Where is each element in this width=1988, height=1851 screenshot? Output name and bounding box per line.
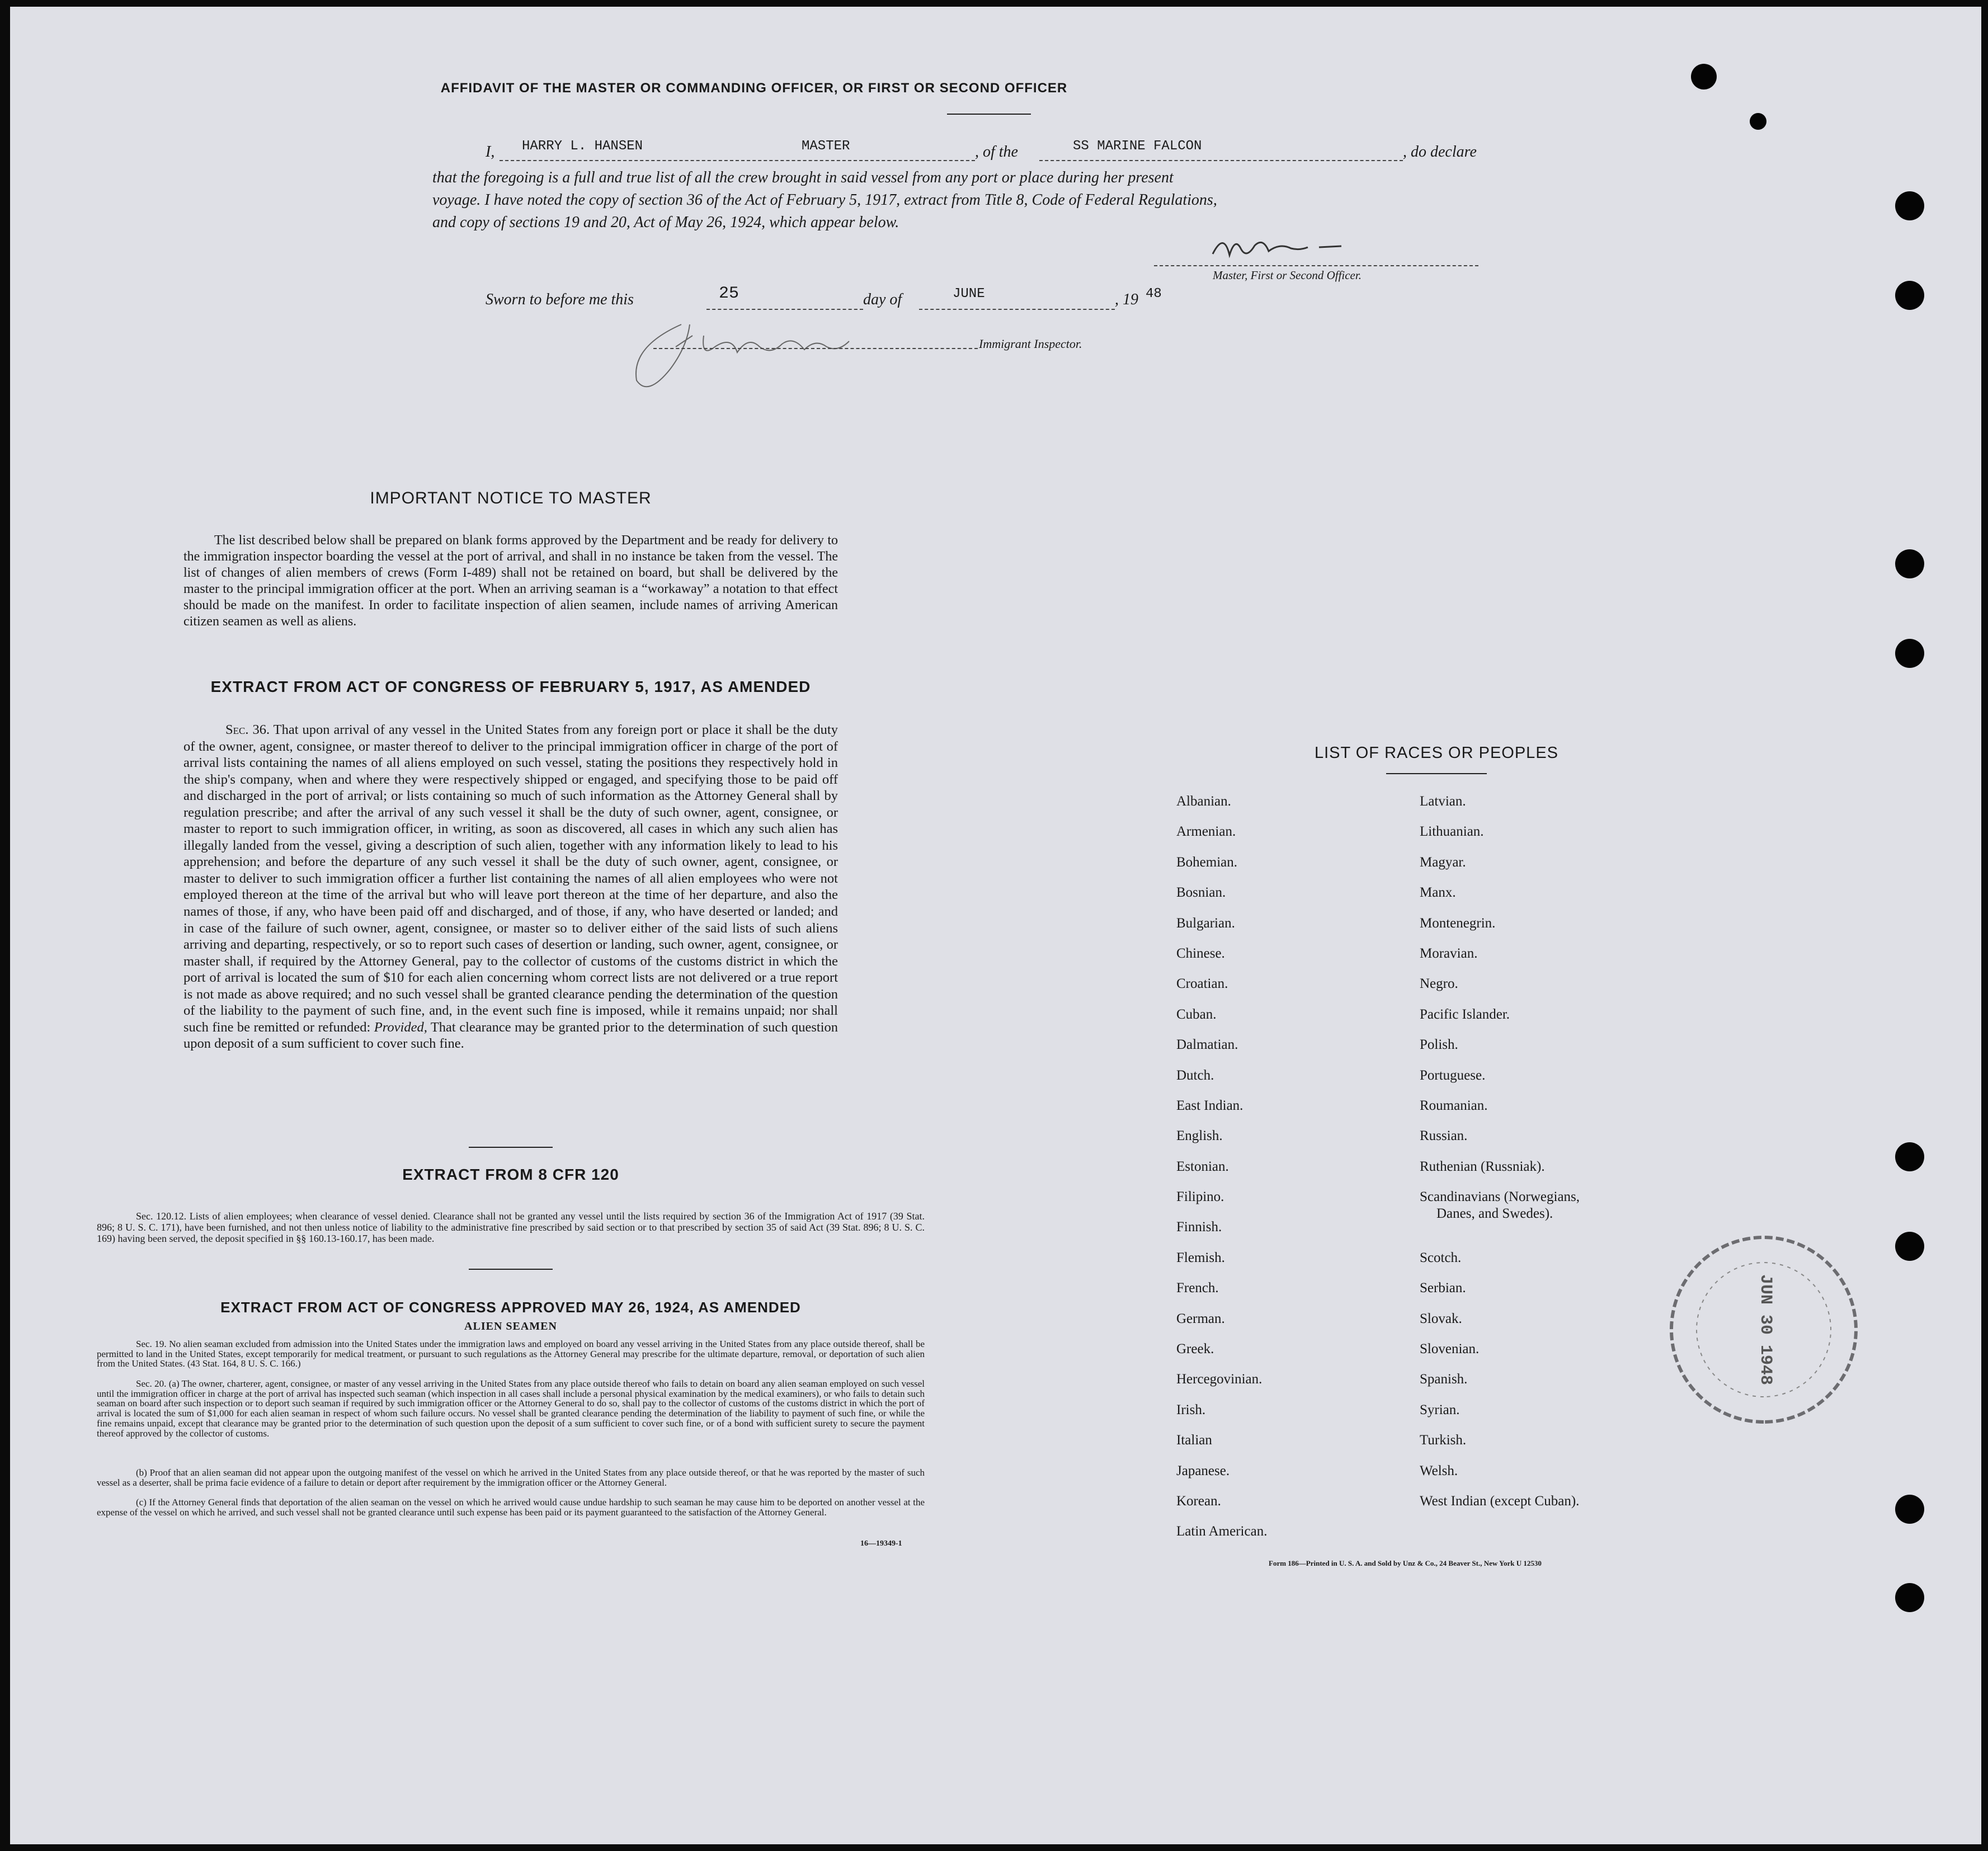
race-item: Turkish. [1420,1433,1467,1448]
punch-hole [1895,281,1924,310]
punch-hole [1895,1142,1924,1171]
race-item: Manx. [1420,885,1456,901]
sec36-text: That upon arrival of any vessel in the United States from any foreign port or place it shall be the duty of the owner, agent, consignee, or master thereof to deliver to the principal immigration officer in charge of the port of arrival lists containing the names of all aliens employed on such vessel, stating the positions they respectively hold in the ship's company, when and where they were respectively shipped or engaged, and specifying those to be paid off and discharged in the port of arrival; or lists containing so much of such information as the Attorney General shall by regulation prescribe; and after the arrival of any such vessel it shall be the duty of such owner, agent, consignee, or master to report to such immigration officer, in writing, as soon as discovered, all cases in which any such alien has illegally landed from the vessel, giving a description of such alien, together with any information likely to lead to his apprehension; and before the departure of any such vessel it shall be the duty of such owner, agent, consignee, or master to deliver to such immigration officer a further list containing the names of all alien employees who were not employed thereon at the time of the arrival but who will leave port thereon at the time of her departure, and also the names of those, if any, who have been paid off and discharged, and of those, if any, who have deserted or landed; and in case of the failure of such owner, agent, consignee, or master so to deliver either of the said lists of such aliens arriving and departing, respectively, or so to report such cases of desertion or landing, such owner, agent, consignee, or master shall, if required by the Attorney General, pay to the collector of customs of the customs district in which the port of arrival is located the sum of $10 for each alien concerning whom correct lists are not delivered or a true report is not made as above required; and no such vessel shall be granted clearance pending the determination of the question of the liability to the payment of such fine, and, in the event such fine is imposed, while it remains unpaid; nor shall such fine be remitted or refunded: [183,722,838,1035]
inspector-label: Immigrant Inspector. [979,337,1082,351]
race-item: Roumanian. [1420,1098,1488,1113]
punch-hole [1895,191,1924,220]
punch-hole [1750,113,1766,130]
race-item: Chinese. [1176,945,1225,961]
stamp-date: JUN 30 1948 [1756,1274,1775,1386]
divider [469,1147,553,1148]
alien-seamen-subheading: ALIEN SEAMEN [464,1320,557,1332]
race-item: Finnish. [1176,1219,1222,1235]
race-item: Armenian. [1176,824,1236,840]
races-left-column [1176,793,1267,1554]
race-item: Greek. [1176,1341,1214,1357]
of-the-label: , of the [975,143,1018,161]
race-item: Portuguese. [1420,1067,1486,1083]
race-item: Bosnian. [1176,885,1226,901]
extract-1917-heading: EXTRACT FROM ACT OF CONGRESS OF FEBRUARY 5, 1917, AS AMENDED [210,678,811,695]
race-item: Russian. [1420,1128,1468,1144]
race-item: Filipino. [1176,1189,1224,1205]
race-item: Serbian. [1420,1280,1466,1296]
race-item: East Indian. [1176,1098,1243,1113]
month-line [919,309,1115,310]
punch-hole [1895,1232,1924,1261]
name-line [500,160,975,161]
race-item: Slovak. [1420,1311,1462,1326]
date-stamp [1666,1232,1862,1428]
punch-hole [1895,549,1924,578]
sec20c-text: (c) If the Attorney General finds that deportation of the alien seaman on the vessel on which he arrived would cause undue hardship to such seaman he may cause him to be deported on another vessel at the expense of the vessel on which he arrived, and such vessel shall not be granted clearance until such expense has been paid or its payment guaranteed to the satisfaction of the Attorney General. [97,1497,925,1518]
sec20a-text: Sec. 20. (a) The owner, charterer, agent, consignee, or master of any vessel arriving in the United States from any place outside thereof who fails to detain on board any alien seaman employed on such vessel until the immigration officer in charge at the port of arrival has inspected such seaman (which inspection in all cases shall include a personal physical examination by the medical examiners), or who fails to detain such seaman on board after such inspection or to deport such seaman if required by such immigration officer or the Attorney General to do so, shall pay to the collector of customs of the customs district in which the port of arrival is located the sum of $1,000 for each alien seaman in respect of whom such failure occurs. No vessel shall be granted clearance pending the determination of the liability to payment of such fine, or while the fine remains unpaid, except that clearance may be granted prior to the determination of such question upon the deposit of a sum sufficient to cover such fine, or of a bond with sufficient surety to secure the payment thereof approved by the collector of customs. [97,1378,925,1439]
notice-text: The list described below shall be prepared on blank forms approved by the Department and be ready for delivery to the immigration inspector boarding the vessel at the port of arrival, and shall in no instance be taken from the vessel. The list of changes of alien members of crews (Form I-489) shall not be retained on board, but shall be delivered by the master to the principal immigration officer at the port. When an arriving seaman is a “workaway” a notation to that effect should be made on the manifest. In order to facilitate inspection of alien seamen, include names of arriving American citizen seamen as well as aliens. [183,533,838,629]
races-right-column [1420,793,1580,1523]
race-item: Italian [1176,1433,1212,1448]
race-item: Danes, and Swedes). [1436,1206,1553,1222]
race-item: Estonian. [1176,1158,1229,1174]
race-item: Syrian. [1420,1402,1460,1417]
race-item: German. [1176,1311,1225,1326]
master-name: HARRY L. HANSEN [522,139,643,154]
declaration-line-2: voyage. I have noted the copy of section 36 of the Act of February 5, 1917, extract from Title 8, Code of Federal Regulations, [432,191,1217,209]
race-item: West Indian (except Cuban). [1420,1494,1580,1509]
race-item: Montenegrin. [1420,915,1496,931]
race-item: Magyar. [1420,854,1466,870]
inspector-signature-line [653,348,978,349]
punch-hole [1895,1583,1924,1612]
race-item: Scandinavians (Norwegians, [1420,1189,1580,1205]
printer-footer: Form 186—Printed in U. S. A. and Sold by Unz & Co., 24 Beaver St., New York U 12530 [1269,1559,1542,1567]
race-item: Negro. [1420,976,1458,992]
race-item: English. [1176,1128,1223,1144]
day-of-label: day of [863,291,902,308]
race-item: Japanese. [1176,1463,1230,1478]
sec20b-text: (b) Proof that an alien seaman did not appear upon the outgoing manifest of the vessel on which he arrived in the United States from any place outside thereof, or that he was reported by the master of such vessel as a deserter, shall be prima facie evidence of a failure to detain or deport after requirement by the immigration officer or the Attorney General. [97,1467,925,1488]
title-underline [947,114,1031,115]
extract-cfr-heading: EXTRACT FROM 8 CFR 120 [402,1166,619,1183]
race-item: Korean. [1176,1493,1221,1509]
sworn-month: JUNE [953,286,985,302]
day-line [706,309,863,310]
vessel-name: SS MARINE FALCON [1073,139,1202,154]
race-item: Hercegovinian. [1176,1372,1262,1387]
race-item: Welsh. [1420,1463,1458,1478]
punch-hole [1895,1495,1924,1524]
race-item: Albanian. [1176,794,1231,809]
race-item: Pacific Islander. [1420,1006,1510,1022]
notice-heading: IMPORTANT NOTICE TO MASTER [370,489,652,507]
race-item: Bulgarian. [1176,915,1235,931]
race-item: Polish. [1420,1037,1458,1053]
vessel-line [1039,160,1403,161]
punch-hole [1895,639,1924,668]
races-heading: LIST OF RACES OR PEOPLES [1314,744,1559,762]
race-item: Dutch. [1176,1067,1214,1083]
declaration-line-3: and copy of sections 19 and 20, Act of May 26, 1924, which appear below. [432,214,899,231]
declaration-line-1: that the foregoing is a full and true list of all the crew brought in said vessel from any port or place during her present [432,169,1174,186]
race-item: Irish. [1176,1402,1206,1417]
provided-label: Provided, [374,1019,427,1035]
race-item: Flemish. [1176,1250,1225,1265]
divider [469,1269,553,1270]
race-item: Croatian. [1176,976,1228,992]
master-signature-caption: Master, First or Second Officer. [1213,269,1362,282]
extract-cfr-text: Sec. 120.12. Lists of alien employees; when clearance of vessel denied. Clearance shall not be granted any vessel until the lists required by section 36 of the Immigration Act of 1917 (39 Stat. 896; 8 U. S. C. 171), have been furnished, and not then unless notice of liability to the administrative fine prescribed by said section or to that prescribed by section 35 of said Act (39 Stat. 896; 8 U. S. C. 169) having been served, the deposit specified in §§ 160.13-160.17, has been made. [97,1211,925,1244]
race-item: Bohemian. [1176,854,1238,870]
race-item: Lithuanian. [1420,824,1484,840]
extract-1924-heading: EXTRACT FROM ACT OF CONGRESS APPROVED MAY 26, 1924, AS AMENDED [220,1299,801,1316]
punch-hole [1691,64,1717,90]
sworn-label: Sworn to before me this [486,291,634,308]
race-item: Ruthenian (Russniak). [1420,1158,1545,1174]
race-item: Moravian. [1420,945,1478,961]
master-rank: MASTER [802,139,850,154]
sec36-label: Sec. 36. [225,722,270,737]
sworn-day: 25 [719,284,739,303]
provided-text: That clearance may be granted prior to the determination of such question upon deposit of a sum sufficient to cover such fine. [183,1019,838,1052]
sec19-text: Sec. 19. No alien seaman excluded from admission into the United States under the immigration laws and employed on board any vessel arriving in the United States from any place outside thereof, shall be permitted to land in the United States, except temporarily for medical treatment, or pursuant to such regulations as the Attorney General may prescribe for the ultimate departure, removal, or deportation of such alien from the United States. (43 Stat. 164, 8 U. S. C. 166.) [97,1339,925,1369]
inspector-signature [620,313,922,397]
race-item: Scotch. [1420,1250,1462,1265]
do-declare-label: , do declare [1403,143,1477,161]
race-item: Spanish. [1420,1372,1468,1387]
form-code: 16—19349-1 [860,1539,902,1548]
affidavit-title: AFFIDAVIT OF THE MASTER OR COMMANDING OFFICER, OR FIRST OR SECOND OFFICER [440,81,1068,96]
race-item-scandinavians [1420,1189,1580,1250]
races-heading-underline [1386,773,1487,774]
race-item: Latin American. [1176,1524,1268,1539]
race-item: Slovenian. [1420,1341,1480,1357]
extract-1917-text [183,722,838,1052]
sworn-year: 48 [1146,286,1162,302]
race-item: French. [1176,1280,1219,1296]
race-item: Dalmatian. [1176,1037,1238,1053]
master-signature-line [1154,265,1478,266]
race-item: Latvian. [1420,794,1466,809]
master-signature [1202,226,1353,271]
document-page [10,7,1981,1844]
race-item: Cuban. [1176,1006,1217,1022]
year-prefix: , 19 [1115,291,1138,308]
affidavit-i-label: I, [486,143,495,161]
